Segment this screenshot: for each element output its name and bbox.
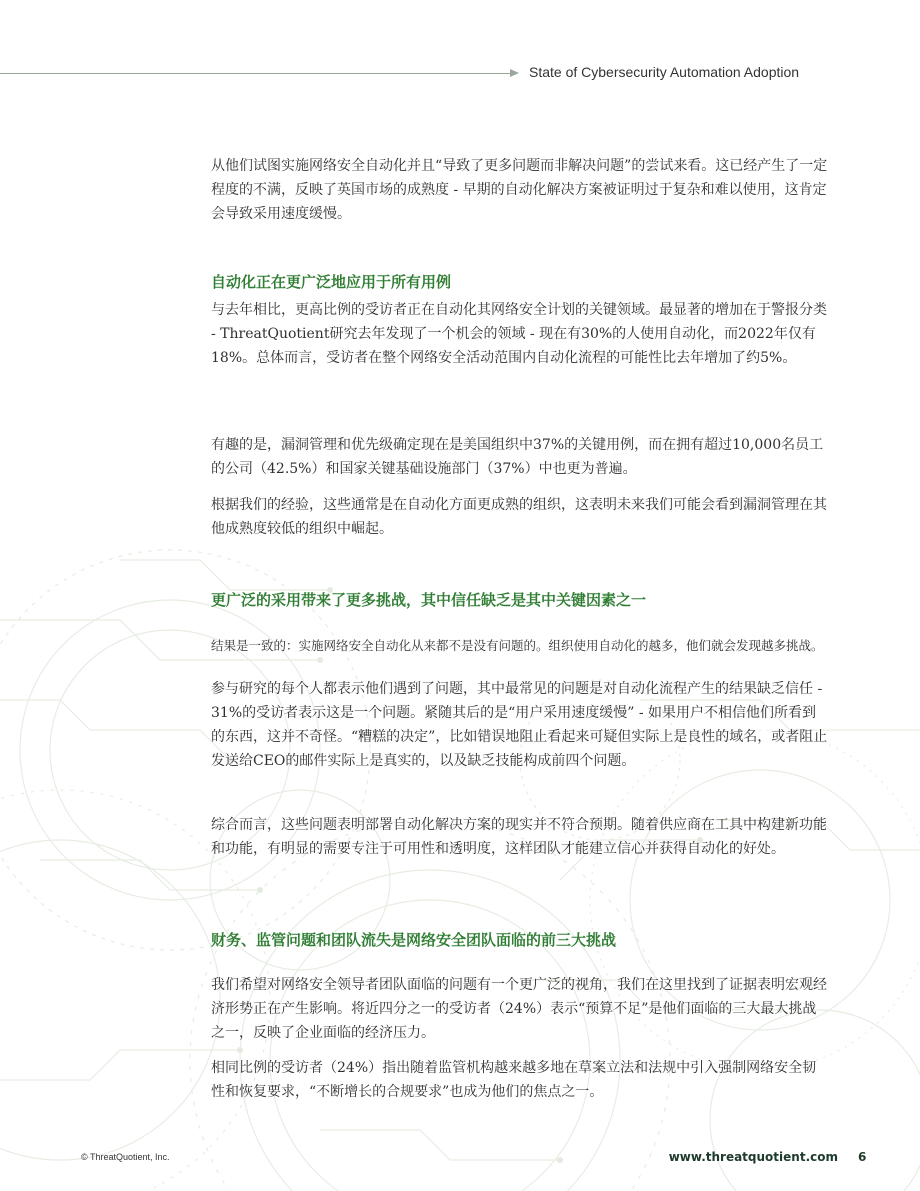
report-title: State of Cybersecurity Automation Adoption — [529, 64, 800, 80]
header-rule — [0, 73, 510, 74]
section-heading-top-three-challenges: 财务、监管问题和团队流失是网络安全团队面临的前三大挑战 — [211, 931, 617, 949]
footer-website-link[interactable]: www.threatquotient.com — [668, 1150, 838, 1164]
page-number: 6 — [858, 1150, 867, 1164]
paragraph-budget-pressure: 我们希望对网络安全领导者团队面临的问题有一个更广泛的视角，我们在这里找到了证据表明宏观经济形势正在产生影响。将近四分之一的受访者（24%）表示“预算不足”是他们面临的三大最大挑战之一，反映了企业面临的经济压力。 — [211, 977, 827, 1041]
header-arrow-icon — [510, 69, 519, 77]
intro-paragraph: 从他们试图实施网络安全自动化并且“导致了更多问题而非解决问题”的尝试来看。这已经产生了一定程度的不满，反映了英国市场的成熟度 - 早期的自动化解决方案被证明过于复杂和难以使用，这肯定会导致采用速度缓慢。 — [211, 158, 828, 222]
paragraph-consistent-results: 结果是一致的：实施网络安全自动化从来都不是没有问题的。组织使用自动化的越多，他们就会发现越多挑战。 — [211, 638, 824, 653]
section-heading-adoption-challenges: 更广泛的采用带来了更多挑战，其中信任缺乏是其中关键因素之一 — [211, 591, 647, 609]
paragraph-vulnerability-management: 有趣的是，漏洞管理和优先级确定现在是美国组织中37%的关键用例，而在拥有超过10,000名员工的公司（42.5%）和国家关键基础设施部门（37%）中也更为普遍。 — [211, 437, 824, 477]
paragraph-alert-triage: 与去年相比，更高比例的受访者正在自动化其网络安全计划的关键领域。最显著的增加在于警报分类 - ThreatQuotient研究去年发现了一个机会的领域 - 现在有30%的人使用自动化，而2022年仅有18%。总体而言，受访者在整个网络安全活动范围内自动化流程的可能性比去年增加了约5%。 — [211, 302, 827, 366]
paragraph-compliance-requirements: 相同比例的受访者（24%）指出随着监管机构越来越多地在草案立法和法规中引入强制网络安全韧性和恢复要求，“不断增长的合规要求”也成为他们的焦点之一。 — [211, 1060, 817, 1100]
paragraph-maturity-experience: 根据我们的经验，这些通常是在自动化方面更成熟的组织，这表明未来我们可能会看到漏洞管理在其他成熟度较低的组织中崛起。 — [211, 497, 827, 537]
section-heading-automation-use-cases: 自动化正在更广泛地应用于所有用例 — [211, 273, 452, 291]
footer-copyright: © ThreatQuotient, Inc. — [81, 1152, 170, 1162]
paragraph-usability-transparency: 综合而言，这些问题表明部署自动化解决方案的现实并不符合预期。随着供应商在工具中构建新功能和功能，有明显的需要专注于可用性和透明度，这样团队才能建立信心并获得自动化的好处。 — [211, 817, 827, 857]
paragraph-trust-issues: 参与研究的每个人都表示他们遇到了问题，其中最常见的问题是对自动化流程产生的结果缺乏信任 - 31%的受访者表示这是一个问题。紧随其后的是“用户采用速度缓慢” - 如果用户不相信他们所看到的东西，这并不奇怪。“糟糕的决定”，比如错误地阻止看起来可疑但实际上是良性的域名，或者阻止发送给CEO的邮件实际上是真实的，以及缺乏技能构成前四个问题。 — [211, 681, 828, 769]
